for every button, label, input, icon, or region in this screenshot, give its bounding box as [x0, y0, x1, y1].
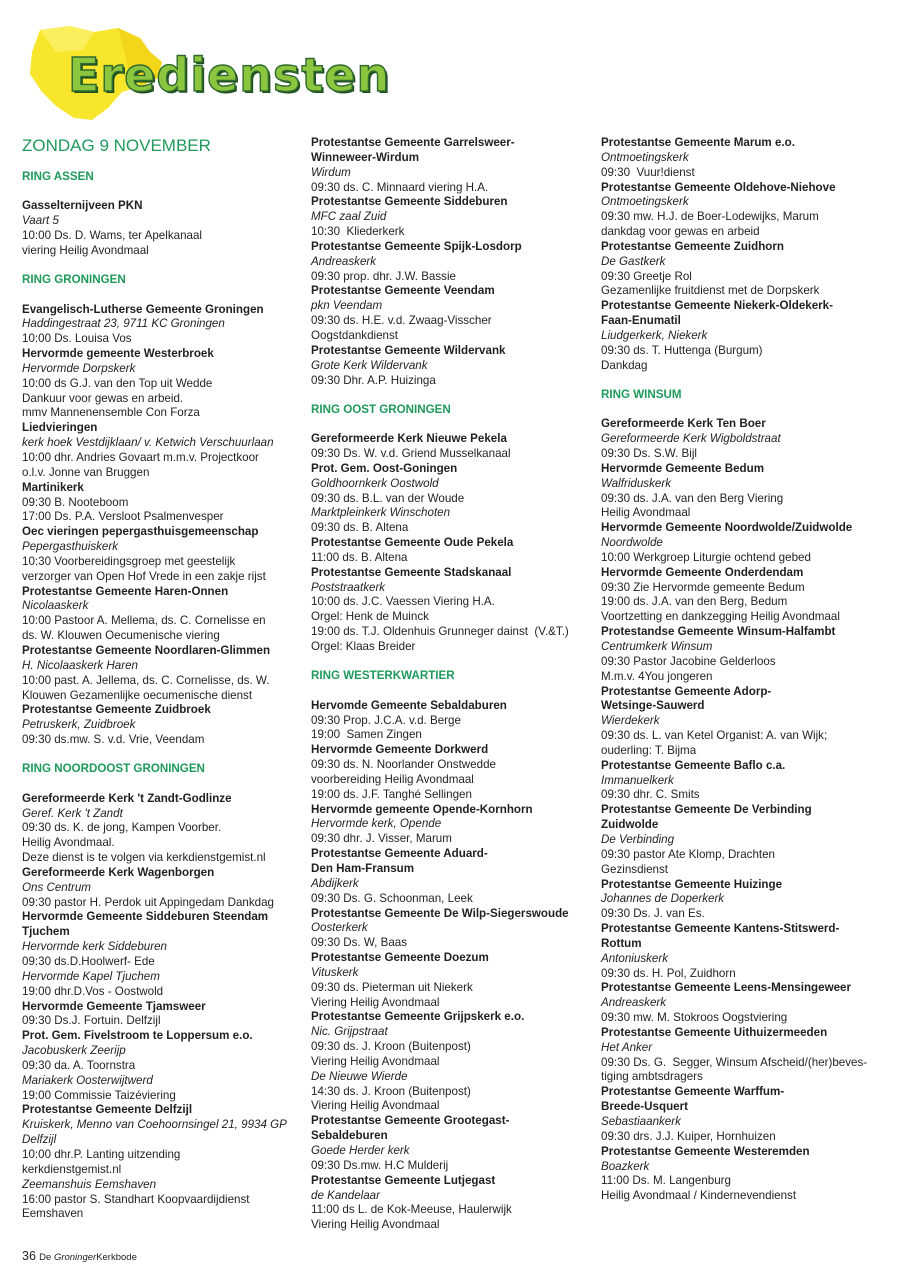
congregation-name: Protestandse Gemeente Winsum-Halfambt [601, 625, 836, 639]
congregation-name: Winneweer-Wirdum [311, 150, 420, 164]
church-location: Liudgerkerk, Niekerk [601, 328, 708, 342]
congregation-name: Protestantse Gemeente De Wilp-Siegerswoude [311, 906, 569, 920]
church-location: Nicolaaskerk [22, 599, 89, 613]
service-detail: 11:00 ds L. de Kok-Meeuse, Haulerwijk [311, 1203, 512, 1217]
service-detail: Gezinsdienst [601, 862, 669, 876]
church-location: de Kandelaar [311, 1188, 380, 1202]
congregation-name: Liedvieringen [22, 421, 98, 435]
service-detail: 09:30 prop. dhr. J.W. Bassie [311, 269, 457, 283]
church-location: Petruskerk, Zuidbroek [22, 718, 136, 732]
service-detail: verzorger van Open Hof Vrede in een zakje rijst [22, 569, 266, 583]
congregation-name: Hervormde Gemeente Onderdendam [601, 565, 804, 579]
service-detail: 09:30 Ds.J. Fortuin. Delfzijl [22, 1014, 161, 1028]
service-detail: 09:30 Ds. W, Baas [311, 936, 408, 950]
congregation-name: Hervormde Gemeente Dorkwerd [311, 743, 489, 757]
service-detail: 09:30 ds.D.Hoolwerf- Ede [22, 955, 155, 968]
service-detail: Viering Heilig Avondmaal [311, 995, 440, 1009]
service-detail: 10:00 past. A. Jellema, ds. C. Cornelisse, ds. W. [22, 673, 270, 687]
congregation-name: Prot. Gem. Fivelstroom te Loppersum e.o. [22, 1029, 253, 1043]
church-location: Gereformeerde Kerk Wigboldstraat [601, 432, 781, 446]
ring-heading: RING ASSEN [22, 170, 94, 183]
congregation-name: Gereformeerde Kerk Ten Boer [601, 417, 766, 431]
congregation-name: Protestantse Gemeente Zuidbroek [22, 703, 211, 717]
congregation-name: Hervomde Gemeente Sebaldaburen [311, 698, 507, 712]
service-detail: 09:30 Prop. J.C.A. v.d. Berge [311, 713, 461, 727]
congregation-name: Hervormde gemeente Opende-Kornhorn [311, 802, 533, 816]
church-location: Nic. Grijpstraat [311, 1025, 388, 1039]
service-detail: Gezamenlijke fruitdienst met de Dorpskerk [601, 284, 820, 298]
church-location: Goldhoornkerk Oostwold [311, 476, 439, 490]
service-detail: 09:30 dhr. C. Smits [601, 788, 700, 802]
congregation-name: Protestantse Gemeente Kantens-Stitswerd- [601, 922, 840, 936]
church-location: Walfriduskerk [601, 476, 672, 490]
church-location: Poststraatkerk [311, 580, 386, 594]
service-detail: 17:00 Ds. P.A. Versloot Psalmenvesper [22, 510, 224, 524]
service-detail: 09:30 Greetje Rol [601, 269, 692, 283]
congregation-name: Hervormde gemeente Westerbroek [22, 347, 214, 361]
congregation-name: Protestantse Gemeente Veendam [311, 284, 495, 298]
service-detail: 09:30 Ds. S.W. Bijl [601, 447, 698, 461]
church-location: Hervormde Kapel Tjuchem [22, 969, 160, 983]
service-detail: 09:30 ds. H.E. v.d. Zwaag-Visscher [311, 314, 492, 328]
service-detail: Heilig Avondmaal. [22, 836, 115, 850]
service-detail: ouderling: T. Bijma [601, 743, 697, 757]
service-detail: Orgel: Henk de Muinck [311, 610, 429, 624]
service-detail: 19:00 ds. J.F. Tanghé Sellingen [311, 787, 472, 801]
service-detail: 10:00 dhr.P. Lanting uitzending [22, 1147, 181, 1161]
service-list [22, 303, 294, 748]
congregation-name: Protestantse Gemeente Warffum- [601, 1085, 785, 1099]
service-detail: 09:30 Vuur!dienst [601, 165, 695, 179]
service-detail: 09:30 dhr. J. Visser, Marum [311, 832, 452, 846]
church-location: kerk hoek Vestdijklaan/ v. Ketwich Verschuurlaan [22, 436, 274, 450]
service-detail: o.l.v. Jonne van Bruggen [22, 465, 150, 479]
service-detail: 09:30 ds. N. Noorlander Onstwedde [311, 758, 496, 772]
service-detail: 09:30 ds. T. Huttenga (Burgum) [601, 343, 763, 357]
service-detail: Dankuur voor gewas en arbeid. [22, 391, 184, 405]
column-left [22, 136, 294, 1222]
service-detail: 09:30 ds. Pieterman uit Niekerk [311, 980, 473, 994]
page-number: 36 [22, 1249, 36, 1263]
service-detail: 09:30 Ds. G. Segger, Winsum Afscheid/(her)beves- [601, 1055, 868, 1069]
church-location: Mariakerk Oosterwijtwerd [22, 1073, 153, 1087]
service-detail: 09:30 ds. C. Minnaard viering H.A. [311, 180, 489, 194]
service-detail: 09:30 pastor H. Perdok uit Appingedam Dankdag [22, 895, 275, 909]
congregation-name: Protestantse Gemeente Aduard- [311, 847, 488, 861]
service-detail: 10:00 Werkgroep Liturgie ochtend gebed [601, 550, 811, 564]
service-detail: 19:00 ds. J.A. van den Berg, Bedum [601, 595, 788, 609]
church-location: Andreaskerk [311, 254, 377, 268]
congregation-name: Protestantse Gemeente Lutjegast [311, 1173, 496, 1187]
service-detail: 19:00 Commissie Taizéviering [22, 1088, 176, 1102]
service-detail: 16:00 pastor S. Standhart Koopvaardijdienst [22, 1192, 250, 1206]
service-detail: Voortzetting en dankzegging Heilig Avondmaal [601, 610, 840, 624]
service-detail: 19:00 ds. T.J. Oldenhuis Grunneger dainst (V.&T.) [311, 625, 569, 639]
service-detail: 09:30 Ds. J. van Es. [601, 907, 705, 921]
service-detail: Viering Heilig Avondmaal [311, 1054, 440, 1068]
service-detail: 10:00 Ds. D. Wams, ter Apelkanaal [22, 229, 202, 243]
service-detail: 11:00 Ds. M. Langenburg [601, 1174, 731, 1188]
service-detail: 09:30 ds. K. de jong, Kampen Voorber. [22, 821, 222, 835]
service-detail: 09:30 ds. J.A. van den Berg Viering [601, 491, 784, 505]
service-detail: Dankdag [601, 358, 648, 372]
congregation-name: Protestantse Gemeente Huizinge [601, 877, 783, 891]
church-location: Hervormde Dorpskerk [22, 361, 136, 375]
service-detail: 11:00 ds. B. Altena [311, 550, 408, 564]
church-location: De Verbinding [601, 832, 675, 846]
service-detail: 10:30 Kliederkerk [311, 225, 405, 239]
congregation-name: Hervormde Gemeente Bedum [601, 461, 765, 475]
church-location: Kruiskerk, Menno van Coehoornsingel 21, 9934 GP [22, 1118, 287, 1132]
service-detail: 10:30 Voorbereidingsgroep met geestelijk [22, 554, 236, 568]
service-detail: 09:30 ds. B. Altena [311, 521, 409, 535]
church-location: Haddingestraat 23, 9711 KC Groningen [22, 317, 225, 331]
congregation-name: Tjuchem [22, 925, 70, 939]
service-detail: 14:30 ds. J. Kroon (Buitenpost) [311, 1084, 471, 1098]
congregation-name: Zuidwolde [601, 818, 659, 832]
service-detail: M.m.v. 4You jongeren [601, 669, 713, 683]
church-location: Vituskerk [311, 965, 359, 979]
service-detail: viering Heilig Avondmaal [22, 243, 149, 257]
church-location: Johannes de Doperkerk [601, 892, 725, 906]
congregation-name: Hervormde Gemeente Siddeburen Steendam [22, 910, 269, 924]
service-detail: 10:00 ds G.J. van den Top uit Wedde [22, 376, 213, 390]
church-location: De Nieuwe Wierde [311, 1069, 408, 1083]
congregation-name: Protestantse Gemeente Stadskanaal [311, 565, 512, 579]
church-location: Oosterkerk [311, 921, 368, 935]
service-list [601, 136, 891, 374]
congregation-name: Gasselternijveen PKN [22, 199, 143, 213]
church-location: Ontmoetingskerk [601, 150, 689, 164]
congregation-name: Martinikerk [22, 480, 84, 494]
congregation-name: Breede-Usquert [601, 1100, 688, 1114]
church-location: Ontmoetingskerk [601, 195, 689, 209]
service-detail: Oogstdankdienst [311, 328, 399, 342]
congregation-name: Protestantse Gemeente Grootegast- [311, 1114, 510, 1128]
church-location: Zeemanshuis Eemshaven [22, 1177, 157, 1191]
church-location: Het Anker [601, 1040, 653, 1054]
column-middle [311, 136, 591, 1233]
church-location: Goede Herder kerk [311, 1144, 410, 1157]
service-detail: 09:30 B. Nooteboom [22, 495, 129, 509]
service-detail: 09:30 ds. L. van Ketel Organist: A. van Wijk; [601, 729, 828, 743]
congregation-name: Protestantse Gemeente De Verbinding [601, 803, 812, 817]
congregation-name: Oec vieringen pepergasthuisgemeenschap [22, 525, 259, 539]
service-list [311, 432, 591, 655]
congregation-name: Protestantse Gemeente Grijpskerk e.o. [311, 1010, 525, 1024]
ring-heading: RING WESTERKWARTIER [311, 669, 455, 683]
church-location: Boazkerk [601, 1159, 650, 1173]
service-detail: mmv Mannenensemble Con Forza [22, 406, 200, 420]
church-location: Centrumkerk Winsum [601, 640, 713, 653]
service-detail: 09:30 Ds. G. Schoonman, Leek [311, 891, 473, 905]
service-detail: 09:30 Dhr. A.P. Huizinga [311, 373, 436, 387]
congregation-name: Protestantse Gemeente Spijk-Losdorp [311, 239, 522, 253]
page-footer [22, 1249, 137, 1263]
service-detail: 10:00 ds. J.C. Vaessen Viering H.A. [311, 595, 495, 609]
church-location: Andreaskerk [601, 996, 667, 1010]
date-heading: ZONDAG 9 NOVEMBER [22, 136, 211, 155]
church-location: Marktpleinkerk Winschoten [311, 506, 451, 520]
magazine-name: De GroningerKerkbode [39, 1252, 137, 1263]
service-detail: 09:30 mw. M. Stokroos Oogstviering [601, 1011, 788, 1025]
congregation-name: Rottum [601, 936, 642, 950]
congregation-name: Protestantse Gemeente Delfzijl [22, 1103, 193, 1117]
congregation-name: Protestantse Gemeente Oude Pekela [311, 536, 514, 550]
church-location: Delfzijl [22, 1133, 57, 1147]
service-detail: Deze dienst is te volgen via kerkdienstgemist.nl [22, 851, 266, 865]
service-detail: Viering Heilig Avondmaal [311, 1099, 440, 1113]
church-location: H. Nicolaaskerk Haren [22, 658, 138, 672]
church-location: Wierdekerk [601, 714, 660, 728]
church-location: pkn Veendam [311, 299, 383, 313]
service-detail: 09:30 mw. H.J. de Boer-Lodewijks, Marum [601, 210, 819, 224]
service-detail: Heilig Avondmaal / Kindernevendienst [601, 1189, 797, 1203]
congregation-name: Protestantse Gemeente Haren-Onnen [22, 584, 229, 598]
congregation-name: Protestantse Gemeente Westeremden [601, 1144, 810, 1158]
service-detail: voorbereiding Heilig Avondmaal [311, 772, 474, 786]
service-detail: 09:30 Pastor Jacobine Gelderloos [601, 654, 776, 668]
church-location: MFC zaal Zuid [311, 210, 387, 224]
congregation-name: Gereformeerde Kerk Nieuwe Pekela [311, 432, 507, 446]
service-detail: 09:30 ds. H. Pol, Zuidhorn [601, 966, 736, 980]
page-title: Erediensten [68, 48, 391, 102]
service-detail: 09:30 da. A. Toornstra [22, 1058, 136, 1072]
service-list [22, 792, 294, 1222]
service-detail: 09:30 ds.mw. S. v.d. Vrie, Veendam [22, 733, 205, 747]
ring-heading: RING NOORDOOST GRONINGEN [22, 762, 205, 776]
church-location: Wirdum [311, 165, 351, 179]
congregation-name: Protestantse Gemeente Oldehove-Niehove [601, 180, 836, 194]
church-location: Vaart 5 [22, 214, 59, 228]
congregation-name: Hervormde Gemeente Tjamsweer [22, 999, 206, 1013]
service-detail: tiging ambtsdragers [601, 1070, 703, 1084]
page-header [0, 0, 900, 130]
congregation-name: Protestantse Gemeente Niekerk-Oldekerk- [601, 299, 833, 313]
service-list [311, 699, 591, 1233]
service-detail: Heilig Avondmaal [601, 506, 691, 520]
service-detail: 09:30 Ds. W. v.d. Griend Musselkanaal [311, 447, 511, 461]
service-detail: Orgel: Klaas Breider [311, 640, 416, 653]
church-location: Hervormde kerk Siddeburen [22, 940, 167, 954]
service-detail: dankdag voor gewas en arbeid [601, 225, 760, 239]
service-list [601, 417, 891, 1204]
service-detail: 09:30 Zie Hervormde gemeente Bedum [601, 580, 805, 594]
congregation-name: Protestantse Gemeente Noordlaren-Glimmen [22, 643, 271, 657]
ring-heading: RING WINSUM [601, 388, 682, 401]
congregation-name: Faan-Enumatil [601, 314, 681, 328]
service-detail: 09:30 pastor Ate Klomp, Drachten [601, 847, 776, 861]
service-detail: 10:00 Pastoor A. Mellema, ds. C. Cornelisse en [22, 614, 266, 628]
service-detail: kerkdienstgemist.nl [22, 1162, 122, 1176]
congregation-name: Protestantse Gemeente Marum e.o. [601, 136, 795, 149]
service-detail: ds. W. Klouwen Oecumenische viering [22, 629, 220, 643]
service-detail: 09:30 Ds.mw. H.C Mulderij [311, 1158, 449, 1172]
column-right [601, 136, 891, 1204]
service-detail: 19:00 Samen Zingen [311, 728, 422, 742]
service-detail: 09:30 ds. B.L. van der Woude [311, 491, 465, 505]
service-detail: 19:00 dhr.D.Vos - Oostwold [22, 984, 164, 998]
service-detail: 10:00 Ds. Louisa Vos [22, 332, 132, 346]
church-location: Pepergasthuiskerk [22, 540, 119, 554]
congregation-name: Protestantse Gemeente Uithuizermeeden [601, 1025, 828, 1039]
church-location: De Gastkerk [601, 254, 666, 268]
service-detail: 09:30 drs. J.J. Kuiper, Hornhuizen [601, 1129, 776, 1143]
service-detail: 10:00 dhr. Andries Govaart m.m.v. Projectkoor [22, 451, 259, 464]
service-detail: 09:30 ds. J. Kroon (Buitenpost) [311, 1040, 471, 1054]
congregation-name: Protestantse Gemeente Siddeburen [311, 195, 508, 209]
church-location: Jacobuskerk Zeerijp [22, 1044, 126, 1058]
congregation-name: Wetsinge-Sauwerd [601, 699, 705, 713]
congregation-name: Protestantse Gemeente Leens-Mensingeweer [601, 981, 851, 995]
service-list [22, 199, 294, 258]
congregation-name: Den Ham-Fransum [311, 861, 415, 875]
congregation-name: Gereformeerde Kerk Wagenborgen [22, 865, 215, 879]
church-location: Ons Centrum [22, 880, 91, 894]
congregation-name: Hervormde Gemeente Noordwolde/Zuidwolde [601, 521, 853, 535]
congregation-name: Sebaldeburen [311, 1129, 388, 1143]
service-detail: Viering Heilig Avondmaal [311, 1218, 440, 1232]
congregation-name: Protestantse Gemeente Doezum [311, 951, 489, 965]
congregation-name: Gereformeerde Kerk 't Zandt-Godlinze [22, 791, 232, 805]
service-detail: Eemshaven [22, 1207, 84, 1221]
congregation-name: Protestantse Gemeente Wildervank [311, 343, 506, 357]
church-location: Immanuelkerk [601, 773, 674, 787]
congregation-name: Protestantse Gemeente Adorp- [601, 684, 772, 698]
service-list [311, 136, 591, 388]
church-location: Noordwolde [601, 536, 663, 550]
ring-heading: RING GRONINGEN [22, 273, 126, 287]
ring-heading: RING OOST GRONINGEN [311, 402, 451, 416]
congregation-name: Evangelisch-Lutherse Gemeente Groningen [22, 302, 264, 316]
church-location: Abdijkerk [311, 876, 359, 890]
church-location: Grote Kerk Wildervank [311, 358, 428, 372]
church-location: Hervormde kerk, Opende [311, 817, 442, 831]
congregation-name: Prot. Gem. Oost-Goningen [311, 461, 458, 475]
congregation-name: Protestantse Gemeente Baflo c.a. [601, 758, 786, 772]
church-location: Sebastiaankerk [601, 1115, 681, 1128]
congregation-name: Protestantse Gemeente Garrelsweer- [311, 136, 515, 149]
church-location: Geref. Kerk 't Zandt [22, 806, 123, 820]
church-location: Antoniuskerk [601, 951, 669, 965]
congregation-name: Protestantse Gemeente Zuidhorn [601, 239, 784, 253]
service-detail: Klouwen Gezamenlijke oecumenische dienst [22, 688, 253, 702]
